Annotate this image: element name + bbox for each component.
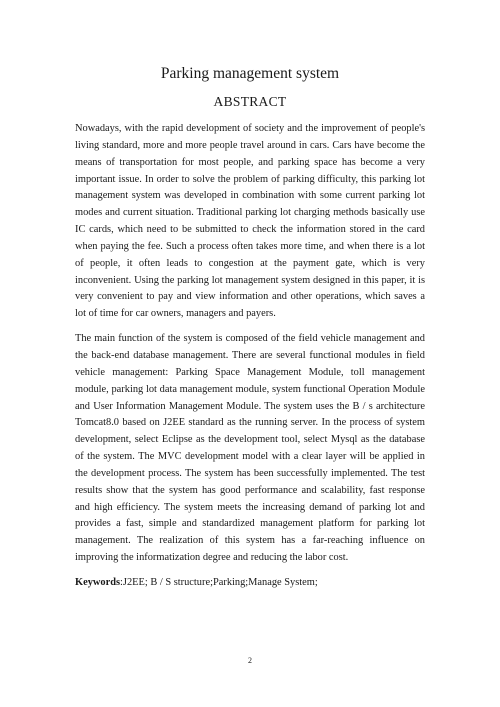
keywords-line: [75, 575, 425, 592]
abstract-paragraph-1: Nowadays, with the rapid development of society and the improvement of people's living standard, more and more people travel around in cars. Cars have become the means of transportation for most people, and parking space has become a very important issue. In order to solve the problem of parking difficulty, this parking lot management system was developed in combination with some current parking lot modes and current situation. Traditional parking lot charging methods basically use IC cards, which need to be submitted to check the information stored in the card when paying the fee. Such a process often takes more time, and when there is a lot of people, it often leads to congestion at the payment gate, which is very inconvenient. Using the parking lot management system designed in this paper, it is very convenient to pay and view information and other operations, which saves a lot of time for car owners, managers and payers.: [75, 123, 425, 320]
keywords-label: Keywords: [75, 576, 121, 588]
abstract-body: [75, 121, 425, 592]
page-number: 2: [248, 656, 252, 665]
keywords-text: :J2EE; B / S structure;Parking;Manage System;: [120, 576, 318, 588]
abstract-paragraph-2: The main function of the system is composed of the field vehicle management and the back-end database management. There are several functional modules in field vehicle management: Parking Space Management Module, toll management module, parking lot data management module, system functional Operation Module and User Information Management Module. The system uses the B / s architecture Tomcat8.0 based on J2EE standard as the running server. In the process of system development, select Eclipse as the development tool, select Mysql as the database of the system. The MVC development model with a clear layer will be applied in the development process. The system has been successfully implemented. The test results show that the system has good performance and scalability, fast response and high efficiency. The system meets the increasing demand of parking lot and provides a fast, simple and standardized management platform for parking lot management. The realization of this system has a far-reaching influence on improving the informatization degree and reducing the labor cost.: [75, 333, 425, 564]
page-title: Parking management system: [160, 65, 340, 82]
abstract-heading: ABSTRACT: [213, 94, 287, 109]
